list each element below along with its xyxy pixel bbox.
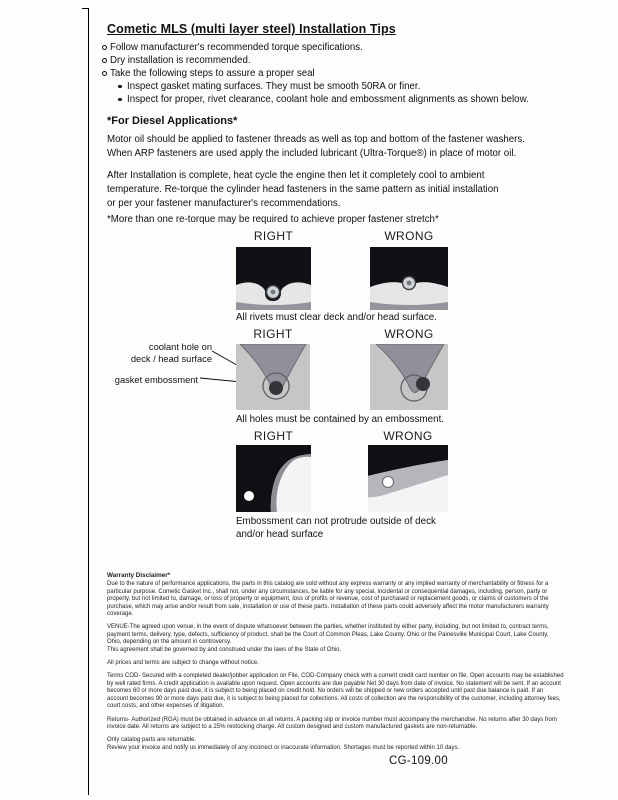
annotation-gasket-embossment: gasket embossment	[114, 375, 198, 385]
tip-item: Take the following steps to assure a proper seal	[101, 67, 571, 80]
diesel-applications-heading: *For Diesel Applications*	[107, 115, 238, 127]
paragraph-line: When ARP fasteners are used apply the included lubricant (Ultra-Torque®) in place of motor oil.	[107, 147, 517, 159]
fig1-wrong-label: WRONG	[384, 229, 434, 243]
fig1-right-label: RIGHT	[253, 229, 294, 243]
fig2-wrong-label: WRONG	[384, 327, 434, 341]
review-invoice-line: Review your invoice and notify us immediately of any incorrect or inaccurate information. Shortages must be reported within 10 days.	[107, 744, 460, 751]
warranty-paragraph: Due to the nature of performance applications, the parts in this catalog are sold without any express warranty or any implied warranty of merchantability or fitness for a particular purpose. Cometic Gasket Inc., shall not, under any circumstances, be liable for any special, incidental or consequential damages, including, person, party or property, but not limited to, damage, or loss of property or equipment, loss of profits or revenue, cost of purchased or replacement goods, or claims of customers of the purchase, which may arise and/or result from sale, installation or use of these parts. Installation of these parts could adversely affect the motor manufacturers warranty coverage.	[107, 581, 549, 618]
fig3-caption	[236, 515, 436, 541]
diesel-paragraph-1	[107, 133, 525, 161]
caption-line: and/or head surface	[236, 529, 324, 540]
fig3-protrusion-right-image	[236, 445, 311, 512]
rivet-clearance-wrong-icon	[370, 247, 448, 310]
fig2-embossment-wrong-image	[370, 344, 448, 410]
paragraph-line: After Installation is complete, heat cycle the engine then let it completely cool to ambient	[107, 170, 485, 181]
fig2-embossment-right-image	[236, 344, 310, 410]
diesel-paragraph-2	[107, 169, 498, 210]
tip-sub-item: Inspect for proper, rivet clearance, coolant hole and embossment alignments as shown below.	[118, 93, 571, 106]
fig1-rivet-wrong-image	[370, 247, 448, 310]
tip-item: Follow manufacturer's recommended torque specifications.	[101, 41, 571, 54]
paragraph-line: or per your fastener manufacturer's recommendations.	[107, 197, 341, 209]
installation-tips-list	[101, 41, 571, 106]
annotation-coolant-hole	[118, 342, 212, 365]
fig3-wrong-label: WRONG	[383, 429, 433, 443]
deck-edge-wrong-icon	[368, 445, 448, 512]
terms-paragraph: Terms COD- Secured with a completed dealer/jobber application on File, COD-Company check with a current credit card number on file. Open accounts may be established by well rated firms. A credit application is available upon request. Open accounts are due payable Net 30 days from date of invoice. No statement will be sent. If an account becomes 60 or more days past due, it is subject to being placed on credit hold. No orders will be shipped or new orders accepted until past due balance is paid. If an account becomes 90 or more days past due, it is subject to being placed for collections. All costs of collection are the responsibility of the customer, including attorney fees, court costs, and other expenses of litigation.	[107, 673, 564, 710]
fig2-right-label: RIGHT	[253, 327, 293, 341]
fig1-caption: All rivets must clear deck and/or head surface.	[236, 312, 437, 323]
fig1-rivet-right-image	[236, 247, 311, 310]
caption-line: Embossment can not protrude outside of deck	[236, 516, 436, 527]
warranty-disclaimer-heading: Warranty Disclaimer*	[107, 572, 171, 579]
retorque-note: *More than one re-torque may be required to achieve proper fastener stretch*	[107, 214, 439, 225]
legal-section	[107, 572, 564, 752]
deck-edge-right-icon	[236, 445, 311, 512]
hole-in-embossment-right-icon	[236, 344, 310, 410]
left-margin-rule	[88, 8, 89, 795]
fig2-caption: All holes must be contained by an embossment.	[236, 414, 445, 425]
rivet-clearance-right-icon	[236, 247, 311, 310]
venue-paragraph: VENUE-The agreed upon venue, in the event of dispute whatsoever between the parties, whether instituted by either party, including, but not limited to, contract terms, payment terms, delivery, type, defects, sufficiency of product, shall be the Court of Common Pleas, Lake County, Ohio or the Painesville Municipal Court, Lake County, Ohio, depending on the amount in controversy.	[107, 624, 549, 646]
page-title: Cometic MLS (multi layer steel) Installation Tips	[107, 22, 396, 36]
fig3-right-label: RIGHT	[253, 429, 294, 443]
paragraph-line: Motor oil should be applied to fastener threads as well as top and bottom of the fastener washers.	[107, 134, 525, 145]
page-code: CG-109.00	[389, 755, 448, 767]
annotation-line: coolant hole on	[148, 342, 212, 352]
prices-notice: All prices and terms are subject to change without notice.	[107, 660, 259, 667]
annotation-line: deck / head surface	[130, 353, 212, 364]
returns-paragraph: Returns- Authorized (RGA) must be obtained in advance on all returns. A packing slip or invoice number must accompany the merchandise. No returns after 30 days from invoice date. All returns are subject to a 25% restocking charge. All custom designed and custom manufactured gaskets are non-returnable.	[107, 716, 557, 730]
fig3-protrusion-wrong-image	[368, 445, 448, 512]
venue-governing-law-line: This agreement shall be governed by and construed under the laws of the State of Ohio.	[107, 646, 342, 653]
returnable-line: Only catalog parts are returnable.	[107, 737, 197, 744]
tip-sub-item: Inspect gasket mating surfaces. They must be smooth 50RA or finer.	[118, 80, 571, 93]
tip-item: Dry installation is recommended.	[101, 54, 571, 67]
hole-in-embossment-wrong-icon	[370, 344, 448, 410]
paragraph-line: temperature. Re-torque the cylinder head fasteners in the same pattern as initial installation	[107, 183, 499, 195]
